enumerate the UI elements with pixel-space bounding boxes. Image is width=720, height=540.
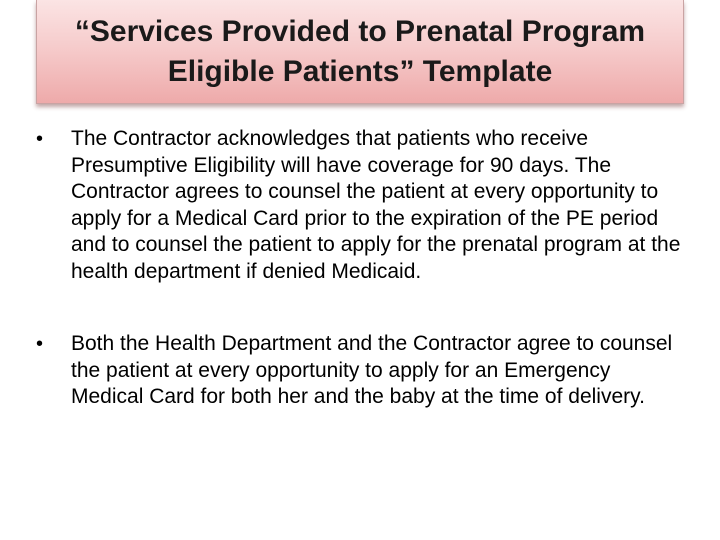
bullet-list [36, 126, 686, 411]
title-banner [36, 0, 684, 104]
bullet-text-coverage: The Contractor acknowledges that patients who receive Presumptive Eligibility will have coverage for 90 days. The Contractor agrees to counsel the patient at every opportunity to apply for a Medical Card prior to the expiration of the PE period and to counsel the patient to apply for the prenatal program at the health department if denied Medicaid. [71, 127, 681, 283]
slide-title: “Services Provided to Prenatal Program Eligible Patients” Template [74, 14, 646, 88]
bullet-marker: • [36, 333, 44, 355]
bullet-text-emergency-card: Both the Health Department and the Contractor agree to counsel the patient at every opportunity to apply for an Emergency Medical Card for both her and the baby at the time of delivery. [71, 332, 673, 408]
bullet-item-emergency-card [36, 331, 686, 411]
bullet-item-coverage [36, 126, 686, 285]
bullet-marker: • [36, 128, 44, 150]
